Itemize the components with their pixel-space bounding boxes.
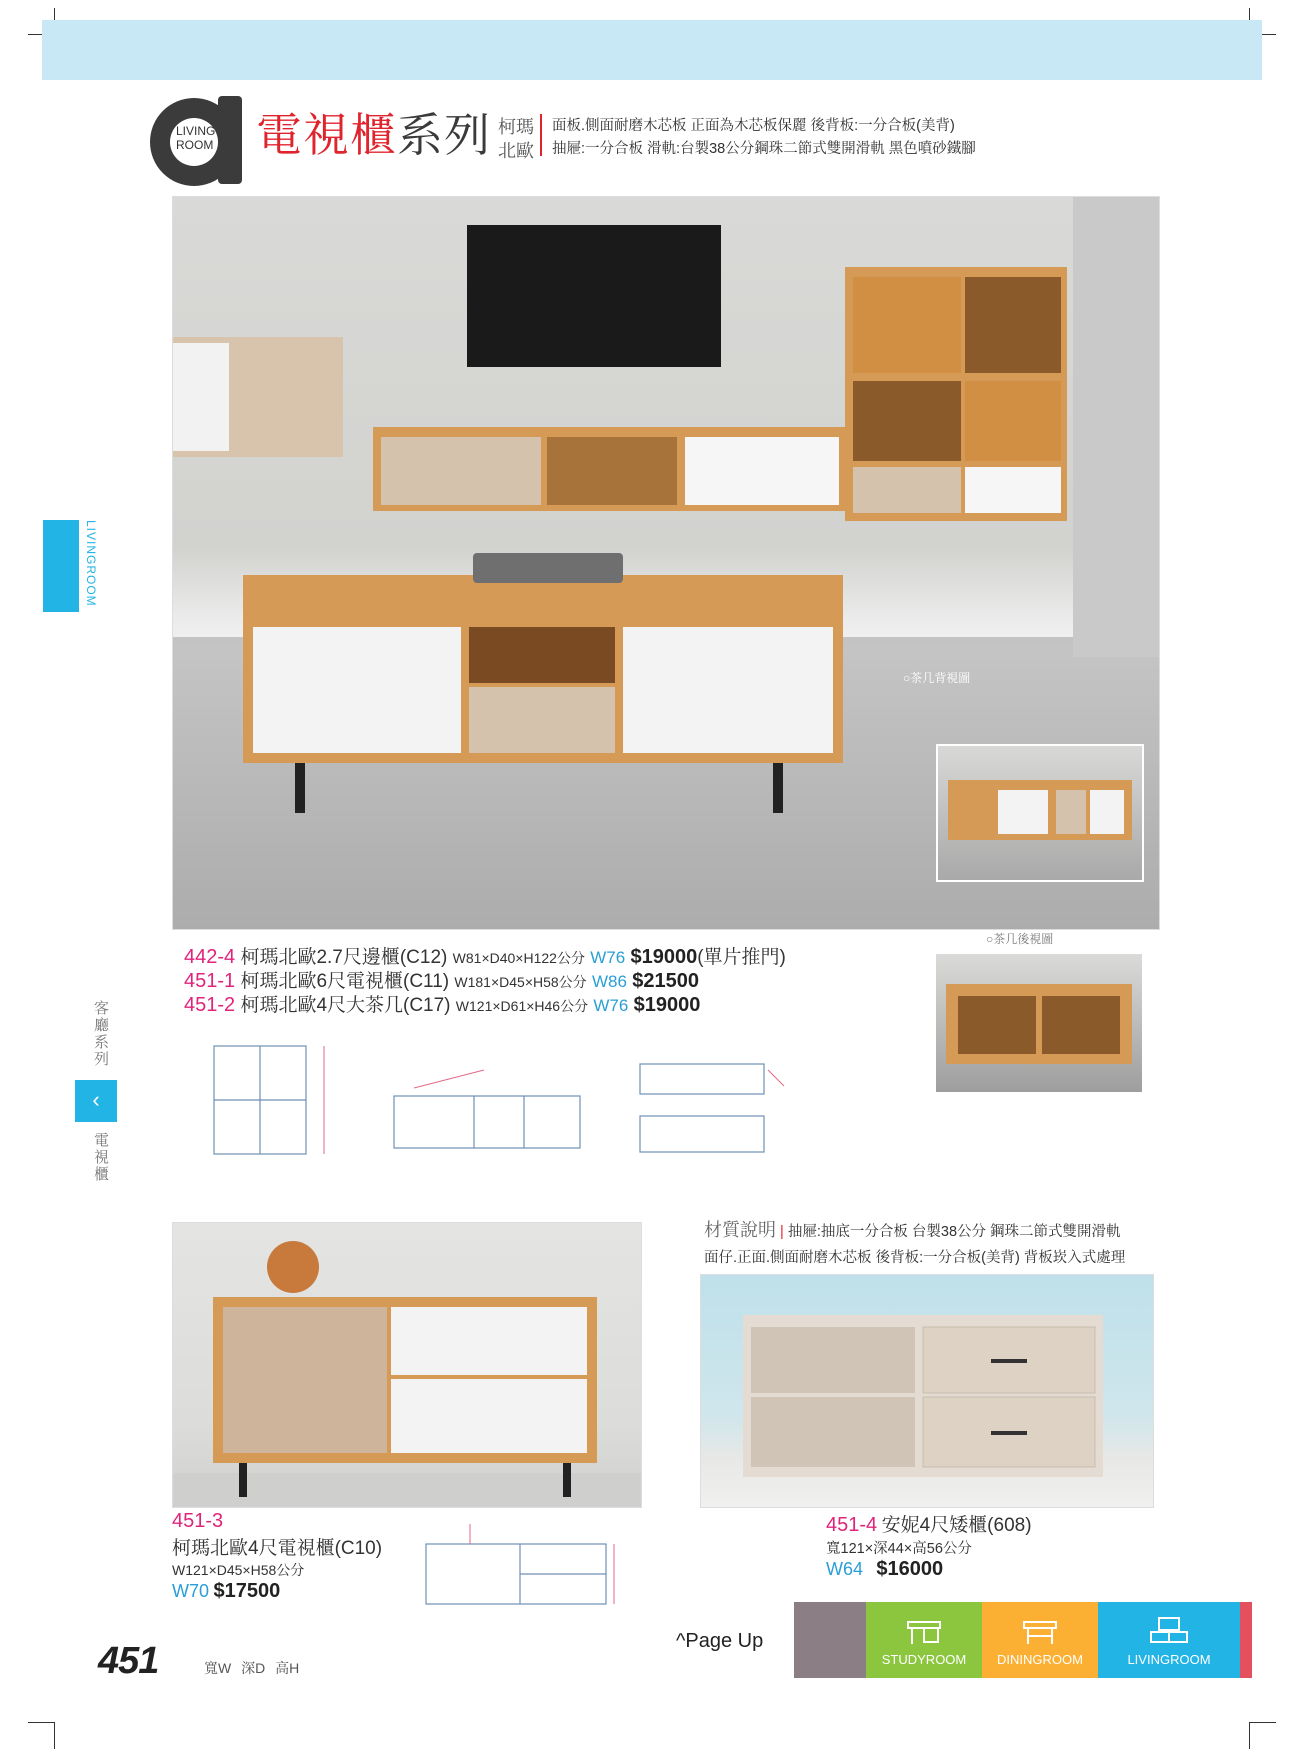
series-name	[494, 115, 538, 163]
product-dimensions: 寬121×深44×高56公分	[826, 1541, 972, 1557]
nav-diningroom-label: DININGROOM	[997, 1652, 1083, 1667]
product-wholesale-code: W64	[826, 1559, 864, 1579]
logo-text	[176, 124, 215, 152]
side-subcategory-label: 電視櫃	[92, 1132, 109, 1183]
material-divider: |	[780, 1224, 784, 1240]
photo-451-3-illustration	[173, 1223, 641, 1507]
product-451-3-info	[172, 1510, 382, 1603]
crop-mark-bottom-left	[28, 1722, 55, 1749]
material-line-2: 面仔.正面.側面耐磨木芯板 後背板:一分合板(美背) 背板崁入式處理	[704, 1250, 1126, 1266]
product-name: 柯瑪北歐4尺電視櫃(C10)	[172, 1538, 383, 1559]
product-row-451-1	[184, 966, 699, 993]
top-banner	[42, 20, 1262, 80]
chevron-up-icon: ^	[676, 1630, 686, 1652]
product-451-4-info	[826, 1510, 1032, 1581]
spec-line-1: 面板.側面耐磨木芯板 正面為木芯板保麗 後背板:一分合板(美背)	[552, 118, 955, 134]
product-price: $19000	[633, 994, 701, 1016]
technical-drawings	[184, 1030, 824, 1170]
page-up-link[interactable]	[676, 1630, 763, 1653]
product-wholesale-code: W76	[593, 996, 629, 1015]
product-price: $21500	[632, 970, 699, 992]
product-dimensions: W121×D61×H46公分	[455, 998, 589, 1014]
product-dimensions: W81×D40×H122公分	[452, 950, 585, 966]
nav-studyroom-label: STUDYROOM	[881, 1652, 967, 1667]
product-price: $17500	[213, 1580, 281, 1602]
tv-cabinet-icon	[1149, 1616, 1189, 1646]
product-code: 451-2	[184, 994, 236, 1016]
page-up-label: Page Up	[685, 1630, 764, 1652]
page-title	[256, 108, 491, 162]
product-name: 柯瑪北歐2.7尺邊櫃(C12)	[240, 947, 448, 968]
product-code: 451-1	[184, 970, 236, 992]
product-wholesale-code: W86	[591, 972, 627, 991]
logo-text-line1: LIVING	[176, 124, 216, 138]
side-tab-marker	[43, 520, 79, 612]
inset-illustration	[938, 746, 1142, 880]
nav-studyroom[interactable]	[866, 1602, 982, 1678]
dining-table-icon	[1020, 1616, 1060, 1646]
product-wholesale-code: W70	[172, 1581, 210, 1601]
nav-edge-strip	[1240, 1602, 1252, 1678]
series-divider	[540, 114, 542, 156]
logo-text-line2: ROOM	[176, 138, 214, 152]
product-note: (單片推門)	[697, 947, 786, 968]
page-number: 451	[98, 1640, 159, 1682]
product-photo-451-3	[172, 1222, 642, 1508]
drawing-451-3	[410, 1520, 650, 1620]
series-name-line2: 北歐	[498, 141, 534, 161]
product-code: 442-4	[184, 946, 236, 968]
technical-drawings-svg	[184, 1030, 824, 1170]
inset-top-label: ○茶几背視圖	[903, 671, 971, 685]
product-photo-451-4	[700, 1274, 1154, 1508]
product-row-451-2	[184, 990, 700, 1017]
material-heading: 材質說明	[704, 1220, 776, 1240]
title-red: 電視櫃	[256, 109, 397, 161]
inset-bottom-label: ○茶几後視圖	[986, 932, 1054, 946]
material-description	[704, 1216, 1125, 1267]
coffee-table-back-view-photo	[936, 744, 1144, 882]
nav-diningroom[interactable]	[982, 1602, 1098, 1678]
spec-line-2: 抽屜:一分合板 滑軌:台製38公分鋼珠二節式雙開滑軌 黑色噴砂鐵腳	[552, 141, 976, 157]
photo-451-4-illustration	[701, 1275, 1153, 1507]
material-line-1: 抽屜:抽底一分合板 台製38公分 鋼珠二節式雙開滑軌	[787, 1224, 1121, 1240]
product-name: 柯瑪北歐6尺電視櫃(C11)	[240, 971, 450, 992]
product-code: 451-4	[826, 1514, 878, 1536]
desk-icon	[904, 1616, 944, 1646]
product-dimensions: W121×D45×H58公分	[172, 1562, 305, 1578]
nav-livingroom[interactable]	[1098, 1602, 1240, 1678]
coffee-table-rear-view-photo	[936, 954, 1142, 1092]
back-arrow-button[interactable]: ‹	[75, 1080, 117, 1122]
product-wholesale-code: W76	[590, 948, 626, 967]
title-black: 系列	[397, 109, 491, 161]
product-name: 安妮4尺矮櫃(608)	[881, 1515, 1032, 1536]
drawing-451-3-svg	[410, 1520, 650, 1620]
product-dimensions: W181×D45×H58公分	[454, 974, 587, 990]
inset2-illustration	[936, 954, 1142, 1092]
product-code: 451-3	[172, 1510, 224, 1532]
product-price: $16000	[876, 1558, 944, 1580]
side-category-label: 客廳系列	[92, 1000, 109, 1068]
side-tab-label: LIVINGROOM	[84, 520, 98, 607]
product-row-442-4	[184, 942, 786, 969]
units-legend: 寬W 深D 高H	[204, 1660, 300, 1676]
product-price: $19000	[630, 946, 698, 968]
nav-spacer-block	[794, 1602, 866, 1678]
crop-mark-bottom-right	[1249, 1722, 1276, 1749]
nav-livingroom-label: LIVINGROOM	[1127, 1652, 1211, 1667]
series-name-line1: 柯瑪	[498, 117, 534, 137]
living-room-logo	[148, 92, 250, 188]
product-name: 柯瑪北歐4尺大茶几(C17)	[240, 995, 451, 1016]
